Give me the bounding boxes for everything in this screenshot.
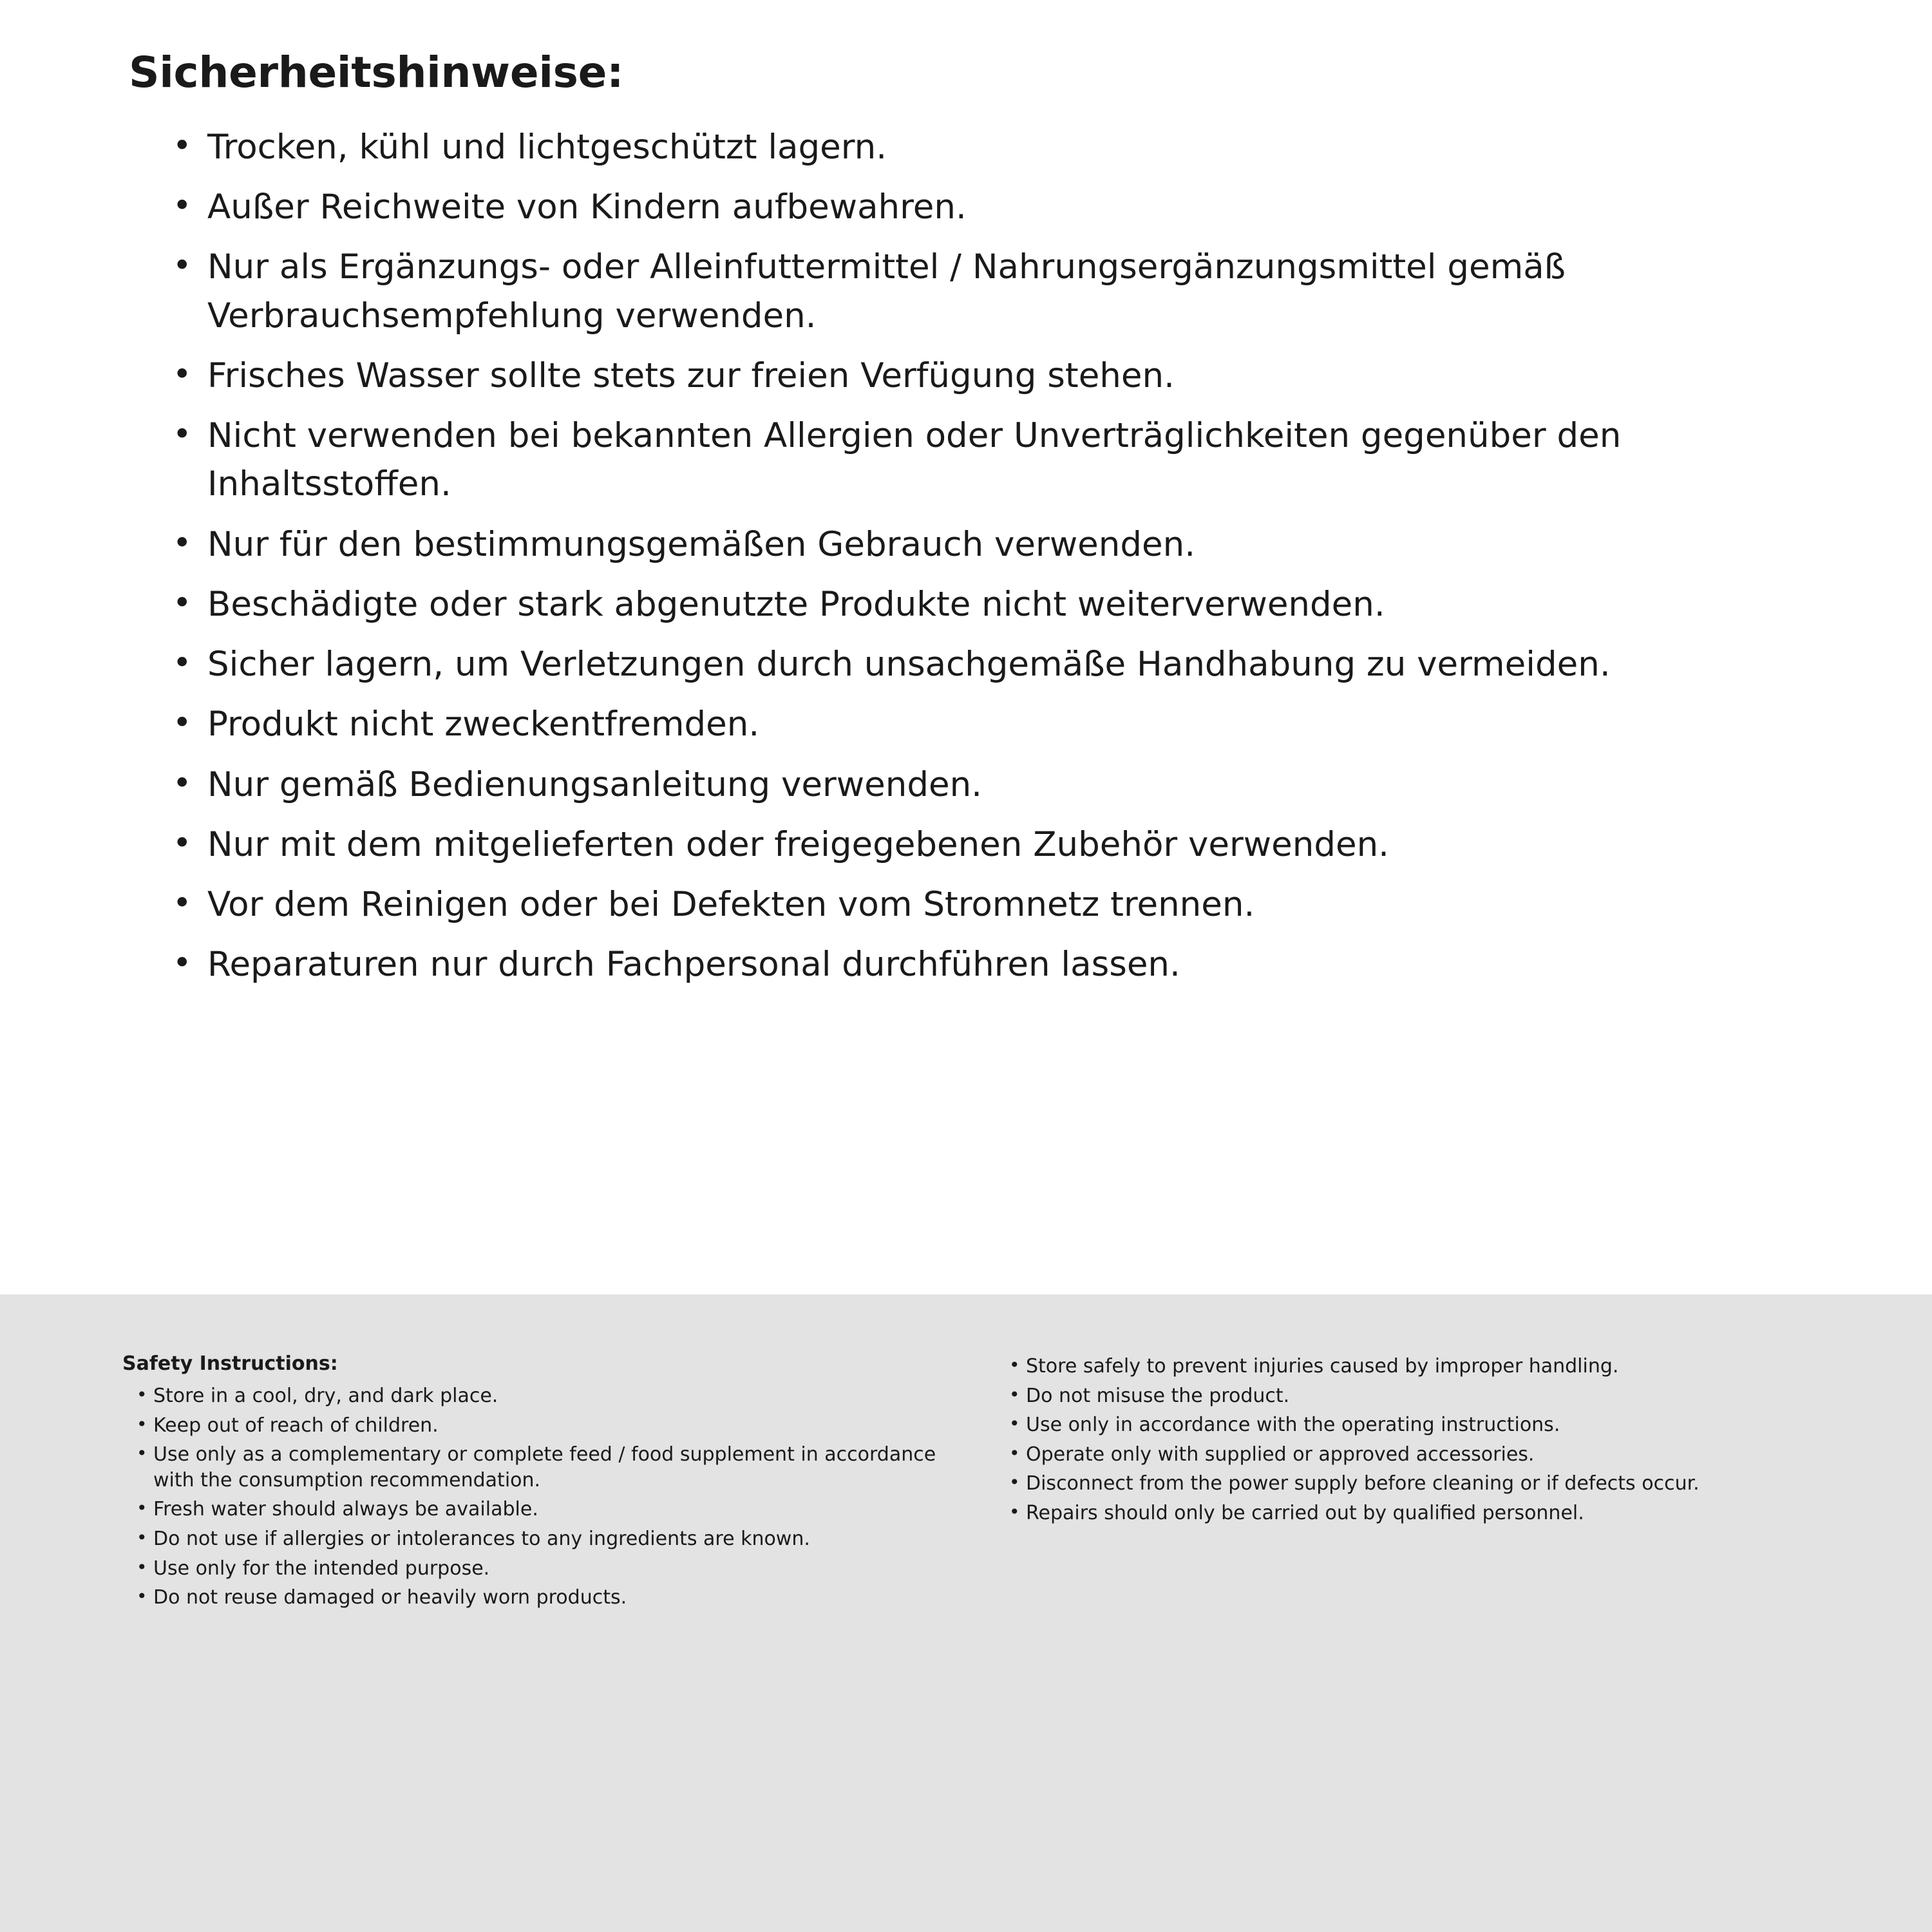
english-column-left bbox=[122, 1352, 950, 1615]
list-item: • Nicht verwenden bei bekannten Allergien oder Unverträglichkeiten gegenüber den Inhaltsstoffen. bbox=[167, 412, 1835, 509]
list-item: • Vor dem Reinigen oder bei Defekten vom Stromnetz trennen. bbox=[167, 880, 1835, 929]
list-item: • Keep out of reach of children. bbox=[135, 1413, 950, 1439]
english-safety-section bbox=[0, 1294, 1932, 1932]
list-item: • Use only for the intended purpose. bbox=[135, 1556, 950, 1582]
list-item: • Produkt nicht zweckentfremden. bbox=[167, 700, 1835, 748]
list-item: • Repairs should only be carried out by qualified personnel. bbox=[1008, 1501, 1835, 1526]
list-item: • Frisches Wasser sollte stets zur freien Verfügung stehen. bbox=[167, 352, 1835, 400]
list-item: • Reparaturen nur durch Fachpersonal durchführen lassen. bbox=[167, 940, 1835, 989]
list-item: • Fresh water should always be available. bbox=[135, 1497, 950, 1522]
list-item: • Do not misuse the product. bbox=[1008, 1383, 1835, 1409]
list-item: • Operate only with supplied or approved accessories. bbox=[1008, 1442, 1835, 1468]
list-item: • Außer Reichweite von Kindern aufbewahren. bbox=[167, 183, 1835, 231]
list-item: • Sicher lagern, um Verletzungen durch unsachgemäße Handhabung zu vermeiden. bbox=[167, 640, 1835, 688]
list-item: • Nur für den bestimmungsgemäßen Gebrauch verwenden. bbox=[167, 520, 1835, 569]
list-item: • Use only in accordance with the operating instructions. bbox=[1008, 1412, 1835, 1438]
list-item: • Use only as a complementary or complete feed / food supplement in accordance with the consumption recommendation. bbox=[135, 1442, 950, 1493]
english-safety-list-right bbox=[1008, 1354, 1835, 1526]
list-item: • Nur mit dem mitgelieferten oder freigegebenen Zubehör verwenden. bbox=[167, 820, 1835, 869]
english-column-right bbox=[1008, 1352, 1835, 1530]
list-item: • Do not reuse damaged or heavily worn products. bbox=[135, 1585, 950, 1611]
list-item: • Disconnect from the power supply before cleaning or if defects occur. bbox=[1008, 1471, 1835, 1497]
list-item: • Store safely to prevent injuries caused by improper handling. bbox=[1008, 1354, 1835, 1379]
list-item: • Do not use if allergies or intolerances to any ingredients are known. bbox=[135, 1526, 950, 1552]
german-section-title: Sicherheitshinweise: bbox=[129, 48, 624, 97]
german-safety-list bbox=[129, 123, 1835, 989]
english-safety-list-left bbox=[122, 1383, 950, 1611]
list-item: • Beschädigte oder stark abgenutzte Produkte nicht weiterverwenden. bbox=[167, 580, 1835, 629]
english-two-column-layout bbox=[122, 1352, 1835, 1615]
list-item: • Trocken, kühl und lichtgeschützt lagern. bbox=[167, 123, 1835, 171]
english-section-title: Safety Instructions: bbox=[122, 1352, 338, 1375]
list-item: • Nur als Ergänzungs- oder Alleinfuttermittel / Nahrungsergänzungsmittel gemäß Verbrauchsempfehlung verwenden. bbox=[167, 243, 1835, 340]
list-item: • Store in a cool, dry, and dark place. bbox=[135, 1383, 950, 1409]
list-item: • Nur gemäß Bedienungsanleitung verwenden. bbox=[167, 761, 1835, 809]
